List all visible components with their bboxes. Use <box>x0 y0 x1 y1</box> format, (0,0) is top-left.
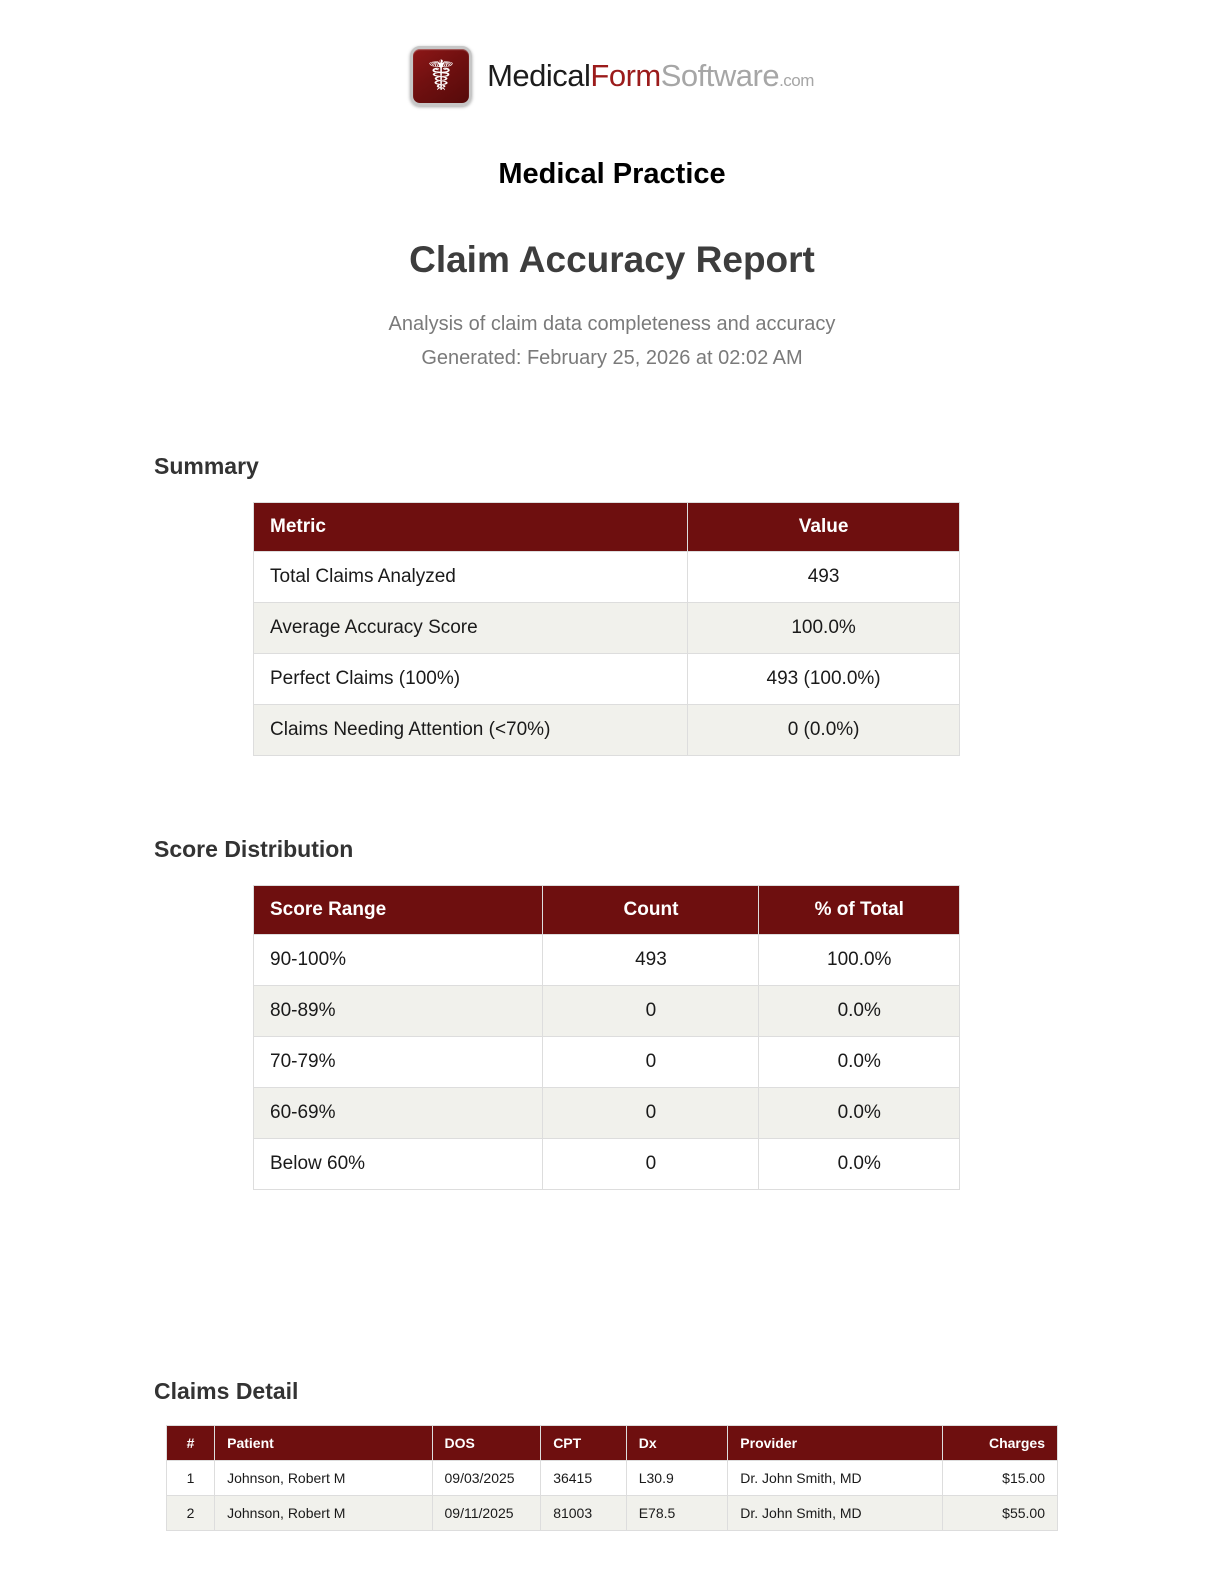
summary-heading: Summary <box>154 453 259 479</box>
table-cell: 80-89% <box>254 986 543 1037</box>
table-row <box>254 935 960 986</box>
table-cell: 0.0% <box>759 986 960 1037</box>
column-header: Value <box>688 503 960 552</box>
logo-word-form: Form <box>590 58 661 93</box>
column-header: Charges <box>943 1426 1058 1461</box>
table-cell: Total Claims Analyzed <box>254 552 688 603</box>
table-cell: $55.00 <box>943 1496 1058 1531</box>
table-cell: 0 <box>543 1088 759 1139</box>
table-cell: Dr. John Smith, MD <box>728 1496 943 1531</box>
column-header: # <box>167 1426 215 1461</box>
caduceus-icon: ☤ <box>410 46 472 106</box>
score-distribution-section <box>0 836 1224 1190</box>
table-row <box>254 1037 960 1088</box>
table-cell: Johnson, Robert M <box>215 1461 432 1496</box>
table-cell: 0 (0.0%) <box>688 705 960 756</box>
column-header: Score Range <box>254 886 543 935</box>
page-title: Claim Accuracy Report <box>409 239 815 280</box>
column-header: Provider <box>728 1426 943 1461</box>
table-row <box>254 654 960 705</box>
table-header-row <box>254 886 960 935</box>
table-row <box>167 1496 1058 1531</box>
column-header: CPT <box>541 1426 627 1461</box>
table-cell: Below 60% <box>254 1139 543 1190</box>
table-row <box>254 1088 960 1139</box>
table-cell: 493 (100.0%) <box>688 654 960 705</box>
table-cell: 493 <box>543 935 759 986</box>
table-cell: Dr. John Smith, MD <box>728 1461 943 1496</box>
table-cell: 493 <box>688 552 960 603</box>
claims-detail-section <box>0 1378 1224 1531</box>
table-cell: $15.00 <box>943 1461 1058 1496</box>
table-header-row <box>167 1426 1058 1461</box>
table-cell: 100.0% <box>759 935 960 986</box>
table-row <box>254 1139 960 1190</box>
table-cell: 1 <box>167 1461 215 1496</box>
table-cell: Average Accuracy Score <box>254 603 688 654</box>
table-row <box>254 986 960 1037</box>
table-row <box>254 705 960 756</box>
column-header: DOS <box>432 1426 541 1461</box>
table-cell: 70-79% <box>254 1037 543 1088</box>
practice-name: Medical Practice <box>498 158 726 190</box>
table-cell: 90-100% <box>254 935 543 986</box>
logo <box>0 0 1224 106</box>
generated-timestamp: Generated: February 25, 2026 at 02:02 AM <box>421 347 803 369</box>
logo-word-software: Software <box>660 58 780 93</box>
table-cell: 09/03/2025 <box>432 1461 541 1496</box>
table-cell: E78.5 <box>626 1496 728 1531</box>
table-cell: 0 <box>543 1037 759 1088</box>
table-row <box>167 1461 1058 1496</box>
table-cell: 09/11/2025 <box>432 1496 541 1531</box>
column-header: Patient <box>215 1426 432 1461</box>
claims-detail-heading: Claims Detail <box>154 1378 299 1404</box>
claims-detail-table <box>166 1425 1058 1531</box>
table-header-row <box>254 503 960 552</box>
table-row <box>254 552 960 603</box>
logo-wordmark <box>487 58 814 94</box>
table-cell: 0.0% <box>759 1088 960 1139</box>
table-cell: 0 <box>543 986 759 1037</box>
table-cell: 60-69% <box>254 1088 543 1139</box>
table-cell: Johnson, Robert M <box>215 1496 432 1531</box>
table-cell: 0.0% <box>759 1139 960 1190</box>
summary-table <box>253 502 960 756</box>
table-cell: 0.0% <box>759 1037 960 1088</box>
column-header: Dx <box>626 1426 728 1461</box>
logo-word-tld: .com <box>779 71 814 90</box>
summary-section <box>0 453 1224 756</box>
table-cell: L30.9 <box>626 1461 728 1496</box>
table-cell: 36415 <box>541 1461 627 1496</box>
column-header: Count <box>543 886 759 935</box>
score-distribution-heading: Score Distribution <box>154 836 354 862</box>
table-cell: Claims Needing Attention (<70%) <box>254 705 688 756</box>
table-cell: 100.0% <box>688 603 960 654</box>
table-cell: 2 <box>167 1496 215 1531</box>
table-cell: 81003 <box>541 1496 627 1531</box>
score-distribution-table <box>253 885 960 1190</box>
logo-word-medical: Medical <box>487 58 591 93</box>
table-cell: 0 <box>543 1139 759 1190</box>
column-header: % of Total <box>759 886 960 935</box>
report-subtitle: Analysis of claim data completeness and accuracy <box>388 313 836 335</box>
table-row <box>254 603 960 654</box>
table-cell: Perfect Claims (100%) <box>254 654 688 705</box>
column-header: Metric <box>254 503 688 552</box>
